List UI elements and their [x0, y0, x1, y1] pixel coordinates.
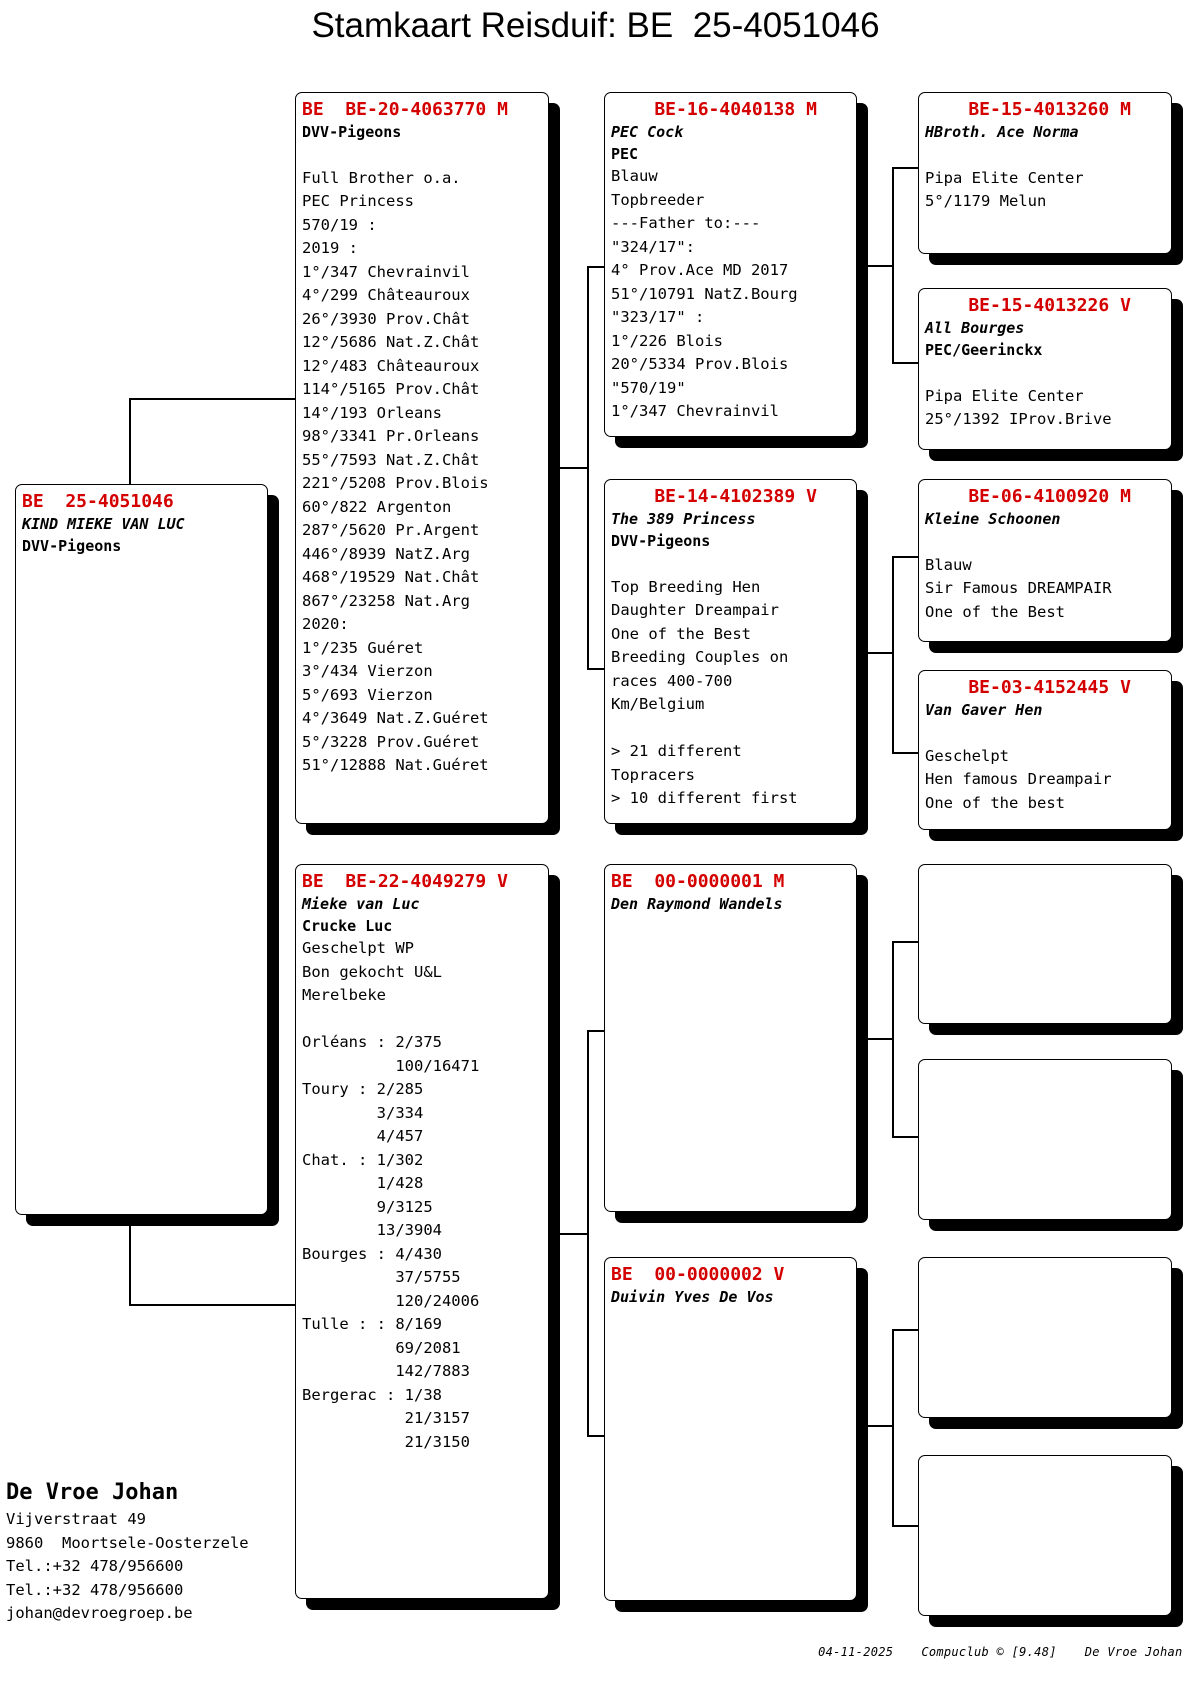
pedigree-notes — [925, 143, 1171, 214]
note-line: Merelbeke — [302, 986, 386, 1004]
note-line: 51°/10791 NatZ.Bourg — [611, 284, 798, 303]
pigeon-name: HBroth. Ace Norma — [925, 123, 1079, 141]
note-line: 3/334 — [302, 1103, 424, 1122]
breeder-city: 9860 Moortsele-Oosterzele — [6, 1533, 249, 1552]
note-line: "324/17": — [611, 237, 695, 256]
note-line: 570/19 : — [302, 215, 377, 234]
connector-line — [587, 1435, 605, 1437]
note-line: 867°/23258 Nat.Arg — [302, 591, 470, 610]
note-line: PEC Princess — [302, 192, 414, 210]
pigeon-card-mmm[interactable] — [918, 1455, 1172, 1616]
page-title: Stamkaart Reisduif: BE 25-4051046 — [311, 6, 880, 45]
pigeon-owner: DVV-Pigeons — [611, 532, 711, 550]
connector-line — [892, 752, 919, 754]
pedigree-notes — [925, 361, 1171, 432]
note-line: 1°/226 Blois — [611, 331, 723, 350]
connector-line — [892, 362, 919, 364]
note-line — [925, 361, 1171, 385]
note-line: Toury : 2/285 — [302, 1080, 424, 1098]
pigeon-card-subject[interactable] — [15, 484, 268, 1215]
note-line: Km/Belgium — [611, 695, 705, 713]
connector-line — [587, 266, 589, 669]
note-line: 4/457 — [302, 1127, 424, 1145]
ring-number: BE 25-4051046 — [22, 491, 174, 512]
ring-number: BE-15-4013226 V — [925, 295, 1131, 316]
note-line: 98°/3341 Pr.Orleans — [302, 427, 480, 445]
note-line: 14°/193 Orleans — [302, 403, 442, 422]
note-line: 12°/483 Châteauroux — [302, 356, 480, 375]
pigeon-owner: Crucke Luc — [302, 917, 393, 935]
pedigree-notes — [302, 143, 548, 778]
connector-line — [129, 1226, 131, 1305]
note-line: One of the Best — [611, 624, 751, 643]
note-line — [611, 552, 856, 576]
note-line: 9/3125 — [302, 1197, 433, 1216]
note-line: 221°/5208 Prov.Blois — [302, 474, 489, 492]
connector-line — [892, 167, 894, 363]
pigeon-owner: PEC — [611, 145, 639, 163]
note-line: 5°/1179 Melun — [925, 192, 1047, 210]
note-line: 446°/8939 NatZ.Arg — [302, 544, 470, 563]
note-line: Tulle : : 8/169 — [302, 1315, 442, 1333]
note-line: Bergerac : 1/38 — [302, 1385, 442, 1404]
pigeon-owner: DVV-Pigeons — [302, 123, 402, 141]
pigeon-name: Mieke van Luc — [302, 895, 420, 913]
note-line: Chat. : 1/302 — [302, 1150, 424, 1169]
note-line: 37/5755 — [302, 1268, 461, 1286]
note-line: ---Father to:--- — [611, 214, 761, 232]
pigeon-card-fmm[interactable] — [918, 670, 1172, 830]
note-line: Blauw — [611, 167, 658, 185]
note-line: 25°/1392 IProv.Brive — [925, 410, 1112, 428]
note-line: 26°/3930 Prov.Chât — [302, 309, 470, 328]
connector-line — [892, 1136, 919, 1138]
pigeon-card-ffm[interactable] — [918, 288, 1172, 450]
note-line: 55°/7593 Nat.Z.Chât — [302, 450, 480, 469]
note-line: 5°/693 Vierzon — [302, 685, 433, 704]
pigeon-name: KIND MIEKE VAN LUC — [22, 515, 185, 533]
pedigree-notes — [611, 165, 856, 424]
ring-number: BE-06-4100920 M — [925, 486, 1131, 507]
pigeon-card-mfm[interactable] — [918, 1059, 1172, 1220]
connector-line — [129, 1304, 296, 1306]
connector-line — [129, 398, 296, 400]
pigeon-name: Van Gaver Hen — [925, 701, 1043, 719]
note-line: Bon gekocht U&L — [302, 962, 442, 981]
breeder-address — [6, 1478, 249, 1626]
pigeon-name: Duivin Yves De Vos — [611, 1288, 774, 1306]
pedigree-notes — [611, 552, 856, 811]
note-line: 114°/5165 Prov.Chât — [302, 380, 480, 398]
note-line: 12°/5686 Nat.Z.Chât — [302, 333, 480, 351]
note-line: 1°/347 Chevrainvil — [302, 262, 470, 281]
note-line: 21/3150 — [302, 1432, 470, 1451]
ring-number: BE-15-4013260 M — [925, 99, 1131, 120]
ring-number: BE-03-4152445 V — [925, 677, 1131, 698]
note-line: 100/16471 — [302, 1056, 480, 1075]
pigeon-card-ff[interactable] — [604, 92, 857, 437]
pigeon-card-mother[interactable] — [295, 864, 549, 1599]
note-line: Breeding Couples on — [611, 648, 789, 666]
ring-number: BE-14-4102389 V — [611, 486, 817, 507]
note-line: 2019 : — [302, 239, 358, 257]
connector-line — [892, 941, 894, 1137]
note-line: 1/428 — [302, 1174, 424, 1192]
pigeon-name: Den Raymond Wandels — [611, 895, 783, 913]
note-line: 3°/434 Vierzon — [302, 662, 433, 680]
note-line: Top Breeding Hen — [611, 577, 761, 596]
connector-line — [587, 266, 605, 268]
note-line: "323/17" : — [611, 308, 705, 326]
note-line — [925, 530, 1171, 554]
note-line: 468°/19529 Nat.Chât — [302, 568, 480, 586]
note-line: Daughter Dreampair — [611, 601, 779, 619]
pigeon-card-mff[interactable] — [918, 864, 1172, 1024]
pigeon-card-fmf[interactable] — [918, 479, 1172, 642]
note-line: Topbreeder — [611, 190, 705, 209]
connector-line — [892, 556, 894, 753]
pigeon-owner: PEC/Geerinckx — [925, 341, 1043, 359]
note-line: > 10 different first — [611, 789, 798, 807]
connector-line — [866, 1038, 892, 1040]
note-line: Full Brother o.a. — [302, 168, 461, 187]
connector-line — [866, 1425, 892, 1427]
note-line: 60°/822 Argenton — [302, 497, 452, 516]
ring-number: BE 00-0000001 M — [611, 871, 785, 892]
note-line: Bourges : 4/430 — [302, 1244, 442, 1263]
note-line: Blauw — [925, 555, 972, 574]
footer — [803, 1631, 1183, 1659]
pedigree-notes — [925, 530, 1171, 624]
note-line — [925, 143, 1171, 167]
note-line: 20°/5334 Prov.Blois — [611, 355, 789, 373]
note-line: Pipa Elite Center — [925, 386, 1084, 405]
note-line: races 400-700 — [611, 671, 733, 690]
pigeon-name: All Bourges — [925, 319, 1025, 337]
note-line — [925, 721, 1171, 745]
breeder-email: johan@devroegroep.be — [6, 1604, 193, 1622]
note-line: Hen famous Dreampair — [925, 770, 1112, 788]
pigeon-name: PEC Cock — [611, 123, 684, 141]
note-line: 1°/235 Guéret — [302, 638, 424, 657]
pigeon-name: Kleine Schoonen — [925, 510, 1061, 528]
breeder-phone: Tel.:+32 478/956600 — [6, 1580, 184, 1599]
breeder-name: De Vroe Johan — [6, 1480, 179, 1505]
note-line: Sir Famous DREAMPAIR — [925, 579, 1112, 597]
connector-line — [866, 652, 892, 654]
connector-line — [587, 1030, 605, 1032]
connector-line — [555, 1233, 587, 1235]
connector-line — [892, 1329, 919, 1331]
note-line: 4°/3649 Nat.Z.Guéret — [302, 709, 489, 727]
connector-line — [129, 398, 131, 485]
note-line: > 21 different — [611, 742, 742, 760]
connector-line — [892, 1525, 919, 1527]
ring-number: BE BE-22-4049279 V — [302, 871, 508, 892]
pigeon-card-fff[interactable] — [918, 92, 1172, 254]
note-line — [302, 143, 548, 167]
pigeon-card-mf[interactable] — [604, 864, 857, 1212]
breeder-phone: Tel.:+32 478/956600 — [6, 1557, 184, 1575]
breeder-street: Vijverstraat 49 — [6, 1510, 146, 1528]
connector-line — [587, 668, 605, 670]
note-line: One of the best — [925, 793, 1065, 812]
pedigree-notes — [302, 937, 548, 1454]
ring-number: BE 00-0000002 V — [611, 1264, 785, 1285]
pigeon-card-father[interactable] — [295, 92, 549, 824]
program-credit: Compuclub © [9.48] — [921, 1645, 1057, 1659]
note-line — [302, 1008, 548, 1032]
note-line — [611, 717, 856, 741]
note-line: "570/19" — [611, 378, 686, 397]
ring-number: BE BE-20-4063770 M — [302, 99, 508, 120]
note-line: 142/7883 — [302, 1362, 470, 1380]
note-line: 1°/347 Chevrainvil — [611, 402, 779, 420]
note-line: 2020: — [302, 615, 349, 633]
note-line: 51°/12888 Nat.Guéret — [302, 756, 489, 774]
connector-line — [587, 1030, 589, 1436]
note-line: Topracers — [611, 765, 695, 784]
pigeon-owner: DVV-Pigeons — [22, 537, 122, 555]
note-line: 4° Prov.Ace MD 2017 — [611, 261, 789, 279]
pigeon-name: The 389 Princess — [611, 510, 756, 528]
connector-line — [892, 1329, 894, 1526]
note-line: 120/24006 — [302, 1291, 480, 1310]
note-line: 69/2081 — [302, 1338, 461, 1357]
pigeon-card-fm[interactable] — [604, 479, 857, 824]
connector-line — [549, 467, 587, 469]
print-date: 04-11-2025 — [818, 1645, 894, 1659]
ring-number: BE-16-4040138 M — [611, 99, 817, 120]
note-line: 5°/3228 Prov.Guéret — [302, 732, 480, 751]
note-line: 21/3157 — [302, 1409, 470, 1427]
connector-line — [866, 265, 892, 267]
pigeon-card-mm[interactable] — [604, 1257, 857, 1601]
pedigree-notes — [925, 721, 1171, 815]
note-line: 287°/5620 Pr.Argent — [302, 521, 480, 539]
footer-author: De Vroe Johan — [1084, 1645, 1183, 1659]
connector-line — [892, 941, 919, 943]
connector-line — [892, 167, 919, 169]
note-line: One of the Best — [925, 602, 1065, 621]
note-line: 4°/299 Châteauroux — [302, 286, 470, 304]
note-line: Pipa Elite Center — [925, 168, 1084, 187]
pigeon-card-mmf[interactable] — [918, 1257, 1172, 1418]
note-line: Geschelpt — [925, 746, 1009, 765]
note-line: Geschelpt WP — [302, 939, 414, 957]
note-line: 13/3904 — [302, 1221, 442, 1239]
note-line: Orléans : 2/375 — [302, 1033, 442, 1051]
connector-line — [892, 556, 919, 558]
